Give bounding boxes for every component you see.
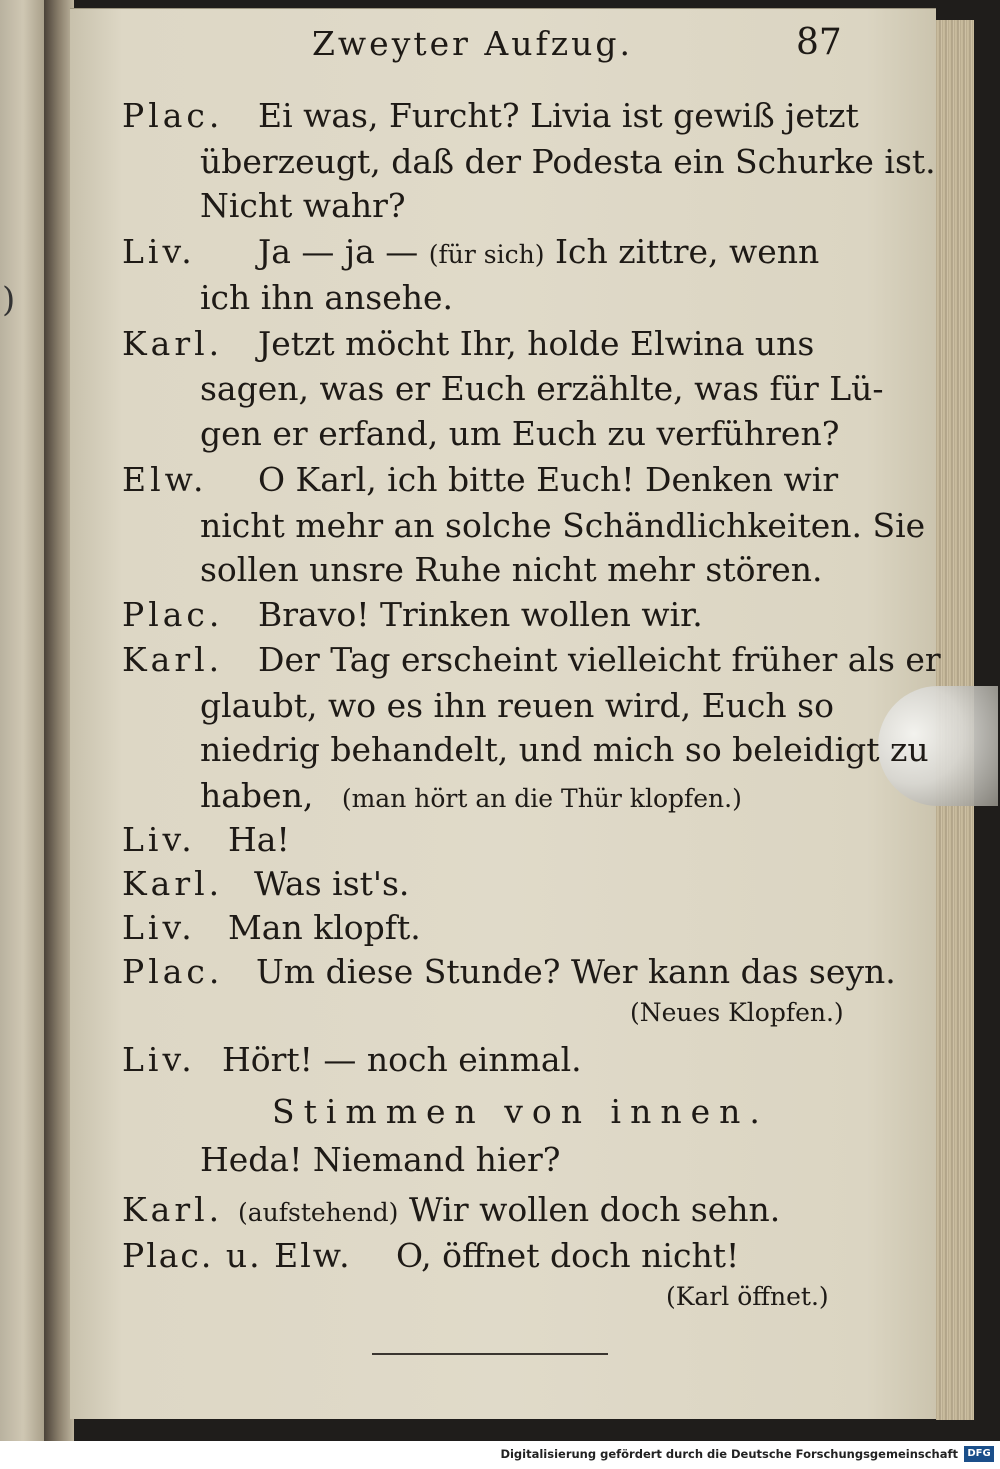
running-header: Zweyter Aufzug. bbox=[312, 24, 633, 63]
left-page-fragment: ) bbox=[2, 280, 16, 320]
speech-line: Ei was, Furcht? Livia ist gewiß jetzt bbox=[258, 96, 859, 135]
voices-heading: Stimmen von innen. bbox=[272, 1092, 769, 1131]
stage-direction: (man hört an die Thür klopfen.) bbox=[341, 784, 742, 813]
speech-line: Heda! Niemand hier? bbox=[200, 1140, 561, 1179]
page-number: 87 bbox=[796, 22, 842, 63]
speaker-label: Plac. bbox=[122, 96, 224, 135]
speech-line: Bravo! Trinken wollen wir. bbox=[258, 595, 703, 634]
speaker-label: Liv. bbox=[122, 232, 196, 271]
speech-line: Der Tag erscheint vielleicht früher als er bbox=[258, 640, 941, 679]
speech-line: sagen, was er Euch erzählte, was für Lü- bbox=[200, 369, 884, 408]
speaker-label: Elw. bbox=[122, 460, 208, 499]
dfg-logo: DFG bbox=[964, 1446, 994, 1462]
speech-line: sollen unsre Ruhe nicht mehr stören. bbox=[200, 550, 823, 589]
stage-direction: (für sich) bbox=[428, 240, 545, 269]
footer-credit: Digitalisierung gefördert durch die Deutsche Forschungsgemeinschaft bbox=[500, 1447, 958, 1461]
speech-line: überzeugt, daß der Podesta ein Schurke ist. bbox=[200, 142, 936, 181]
speech-line: Jetzt möcht Ihr, holde Elwina uns bbox=[258, 324, 815, 363]
speech-line: Was ist's. bbox=[254, 864, 410, 903]
speech-line: gen er erfand, um Euch zu verführen? bbox=[200, 414, 840, 453]
speech-line: Nicht wahr? bbox=[200, 186, 406, 225]
speaker-label: Karl. bbox=[122, 640, 224, 679]
speaker-label: Karl. bbox=[122, 1190, 224, 1229]
stage-direction: (aufstehend) bbox=[238, 1198, 399, 1227]
speech-line: O Karl, ich bitte Euch! Denken wir bbox=[258, 460, 839, 499]
speech-line: Ha! bbox=[228, 820, 290, 859]
speech-line: nicht mehr an solche Schändlichkeiten. Sie bbox=[200, 506, 926, 545]
speech-text: Ja — ja — bbox=[258, 232, 419, 271]
speech-line bbox=[238, 1190, 780, 1229]
speech-line: Um diese Stunde? Wer kann das seyn. bbox=[256, 952, 896, 991]
speaker-label: Karl. bbox=[122, 324, 224, 363]
speaker-label: Liv. bbox=[122, 908, 196, 947]
speaker-label: Plac. bbox=[122, 595, 224, 634]
footer-bar bbox=[0, 1441, 1000, 1469]
speech-line: Man klopft. bbox=[228, 908, 421, 947]
speaker-label: Karl. bbox=[122, 864, 224, 903]
stage-direction: (Neues Klopfen.) bbox=[630, 998, 844, 1027]
speaker-label: Plac. u. Elw. bbox=[122, 1236, 352, 1275]
speaker-label: Plac. bbox=[122, 952, 224, 991]
speech-line: ich ihn ansehe. bbox=[200, 278, 453, 317]
speech-line: Hört! — noch einmal. bbox=[222, 1040, 582, 1079]
speech-text: haben, bbox=[200, 776, 314, 815]
speech-line: glaubt, wo es ihn reuen wird, Euch so bbox=[200, 686, 834, 725]
speech-line: niedrig behandelt, und mich so beleidigt zu bbox=[200, 730, 929, 769]
speech-text: Ich zittre, wenn bbox=[554, 232, 820, 271]
speaker-label: Liv. bbox=[122, 1040, 196, 1079]
end-rule bbox=[372, 1353, 608, 1355]
speech-line bbox=[200, 776, 742, 815]
speaker-label: Liv. bbox=[122, 820, 196, 859]
speech-text: Wir wollen doch sehn. bbox=[408, 1190, 781, 1229]
stage-direction: (Karl öffnet.) bbox=[666, 1282, 829, 1311]
speech-line: O, öffnet doch nicht! bbox=[396, 1236, 740, 1275]
speech-line bbox=[258, 232, 819, 271]
